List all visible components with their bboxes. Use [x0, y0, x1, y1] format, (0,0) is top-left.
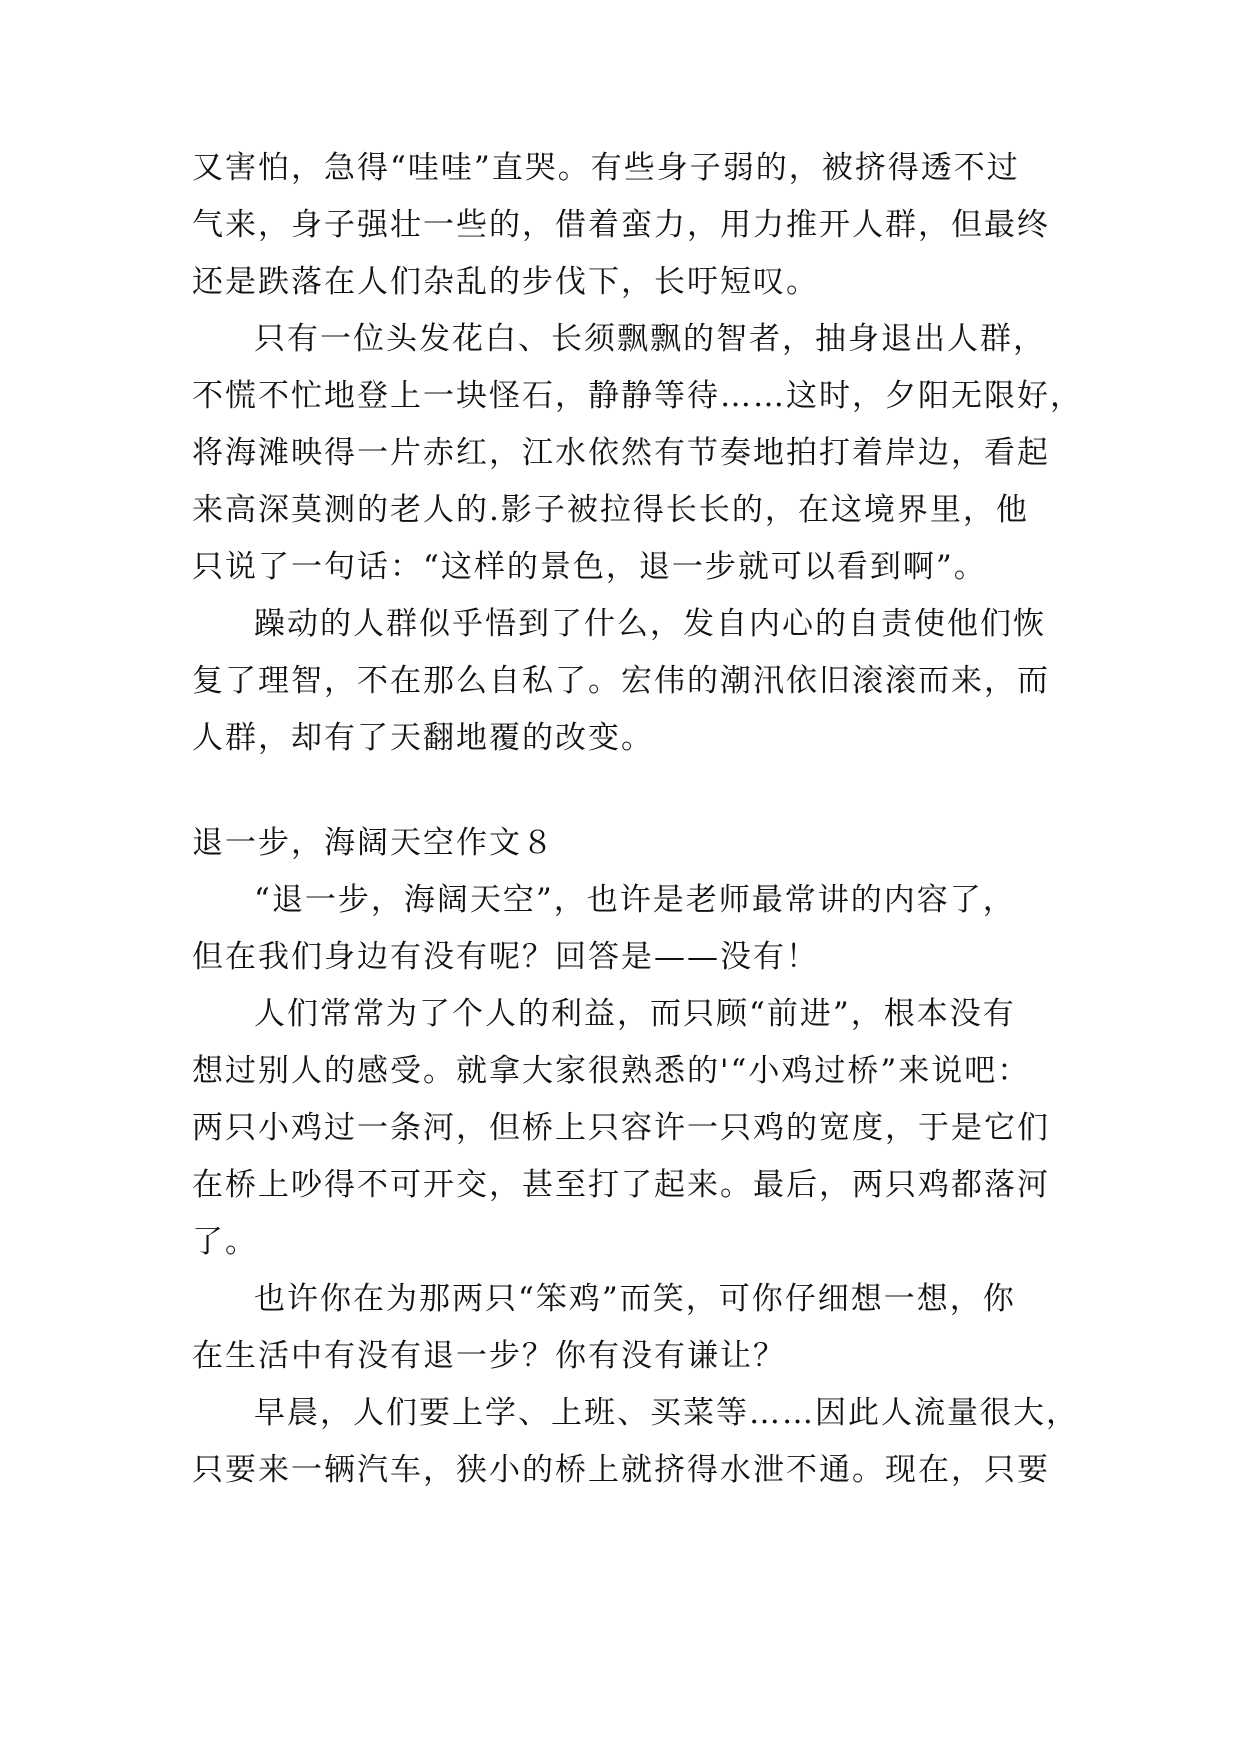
paragraph-line: 躁动的人群似乎悟到了什么，发自内心的自责使他们恢 — [254, 606, 1046, 642]
paragraph-line: 两只小鸡过一条河，但桥上只容许一只鸡的宽度，于是它们 — [192, 1110, 1050, 1146]
section-heading: 退一步，海阔天空作文８ — [192, 825, 555, 861]
paragraph-line: 在桥上吵得不可开交，甚至打了起来。最后，两只鸡都落河 — [192, 1167, 1050, 1203]
paragraph-line: 还是跌落在人们杂乱的步伐下，长吁短叹。 — [192, 264, 819, 300]
paragraph-line: 早晨，人们要上学、上班、买菜等……因此人流量很大， — [254, 1395, 1079, 1431]
paragraph-line: 又害怕，急得“哇哇”直哭。有些身子弱的，被挤得透不过 — [192, 150, 1020, 186]
paragraph-line: 想过别人的感受。就拿大家很熟悉的'“小鸡过桥”来说吧： — [192, 1053, 1031, 1089]
paragraph-line: 气来，身子强壮一些的，借着蛮力，用力推开人群，但最终 — [192, 207, 1050, 243]
paragraph-line: “退一步，海阔天空”，也许是老师最常讲的内容了， — [254, 882, 1016, 918]
paragraph-line: 复了理智，不在那么自私了。宏伟的潮汛依旧滚滚而来，而 — [192, 663, 1050, 699]
paragraph-line: 人群，却有了天翻地覆的改变。 — [192, 720, 654, 756]
paragraph-line: 了。 — [192, 1224, 258, 1260]
paragraph-line: 人们常常为了个人的利益，而只顾“前进”，根本没有 — [254, 996, 1016, 1032]
paragraph-line: 在生活中有没有退一步？你有没有谦让？ — [192, 1338, 786, 1374]
paragraph-line: 只有一位头发花白、长须飘飘的智者，抽身退出人群， — [254, 321, 1046, 357]
paragraph-line: 但在我们身边有没有呢？回答是——没有！ — [192, 939, 819, 975]
paragraph-line: 也许你在为那两只“笨鸡”而笑，可你仔细想一想，你 — [254, 1281, 1016, 1317]
paragraph-line: 只说了一句话：“这样的景色，退一步就可以看到啊”。 — [192, 549, 987, 585]
paragraph-line: 不慌不忙地登上一块怪石，静静等待……这时，夕阳无限好， — [192, 378, 1083, 414]
paragraph-line: 将海滩映得一片赤红，江水依然有节奏地拍打着岸边，看起 — [192, 435, 1050, 471]
paragraph-line: 来高深莫测的老人的.影子被拉得长长的，在这境界里，他 — [192, 492, 1029, 528]
paragraph-line: 只要来一辆汽车，狭小的桥上就挤得水泄不通。现在，只要 — [192, 1452, 1050, 1488]
